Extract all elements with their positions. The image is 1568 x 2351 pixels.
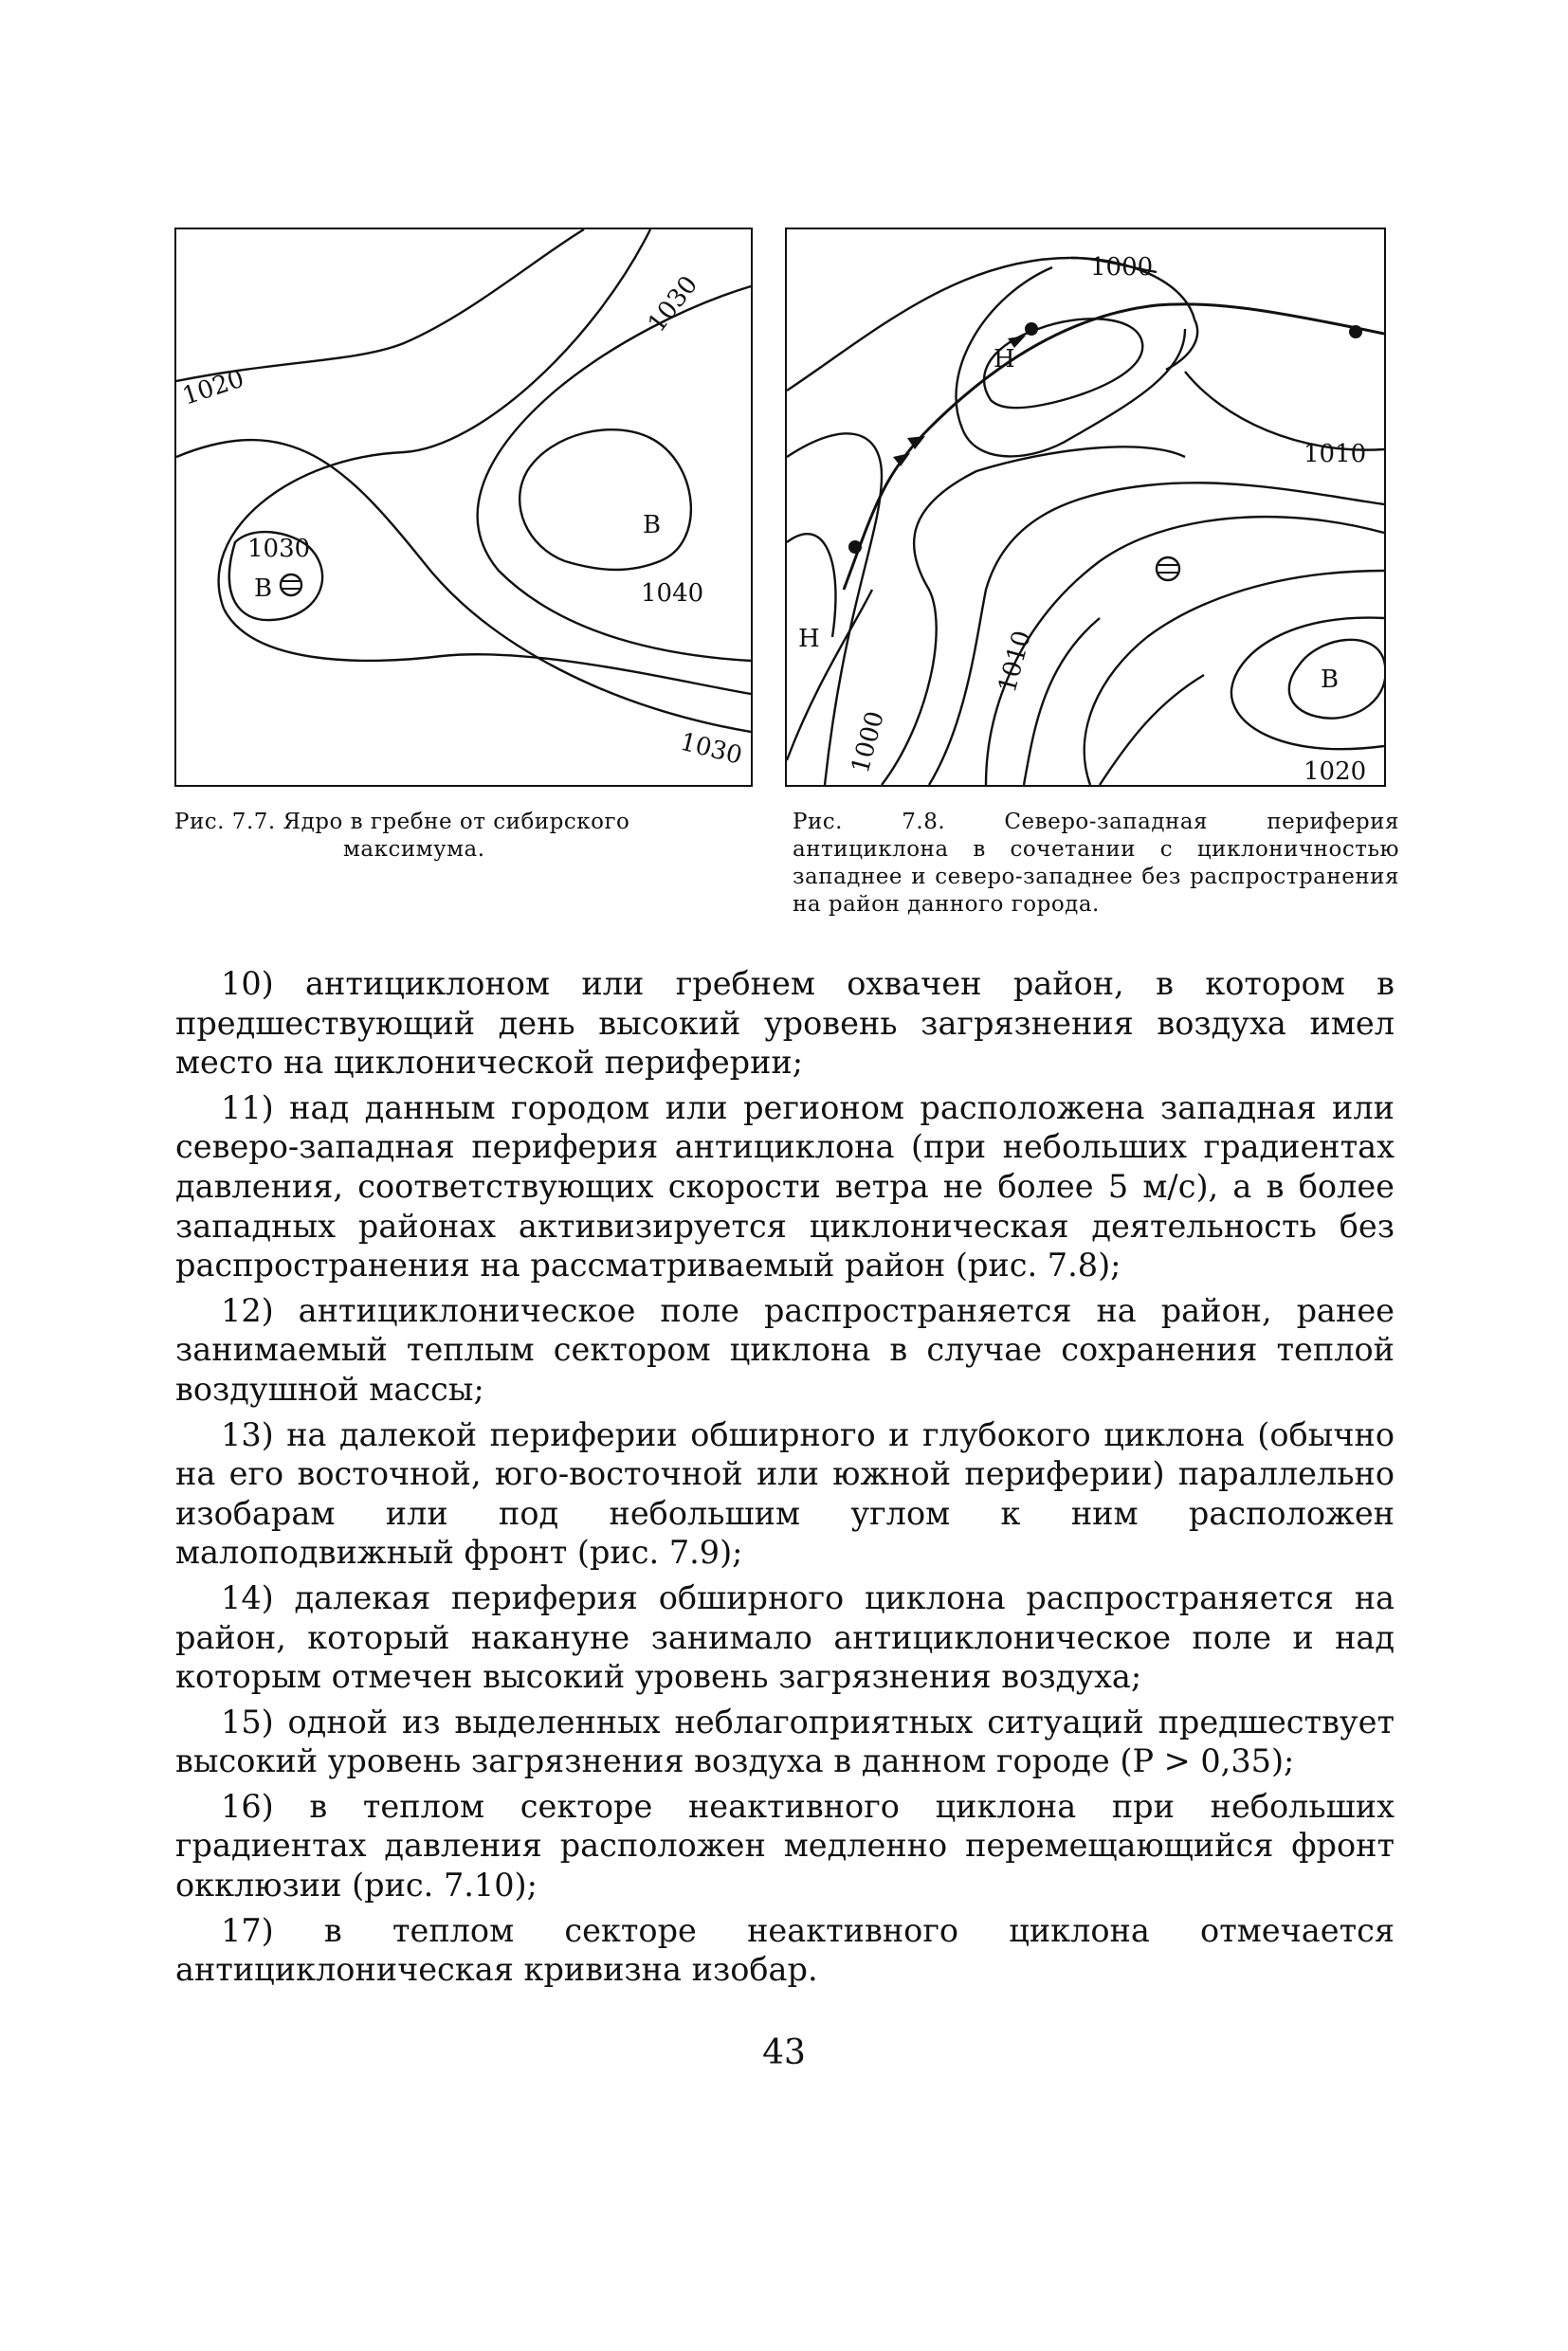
isobar-label: 1030	[642, 270, 704, 338]
high-pressure-label: В	[1321, 665, 1340, 694]
caption-line: максимума.	[343, 837, 485, 862]
isobar-label: 1010	[1304, 440, 1367, 468]
smog-icon	[281, 574, 301, 595]
figure-caption	[174, 809, 758, 864]
page-number: 43	[762, 2033, 806, 2072]
warm-front-semicircle	[1349, 325, 1362, 338]
isobar-label: 1000	[1090, 253, 1154, 282]
isobar-label: 1010	[993, 628, 1037, 696]
paragraph: 16) в теплом секторе неактивного циклона при небольших градиентах давления расположен медленно перемещающийся фронт окклюзии (рис. 7.10);	[175, 1787, 1395, 1904]
isobar-label: 1030	[247, 535, 311, 563]
paragraph: 14) далекая периферия обширного циклона распространяется на район, который накануне занимало антициклоническое поле и над которым отмечен высокий уровень загрязнения воздуха;	[175, 1578, 1395, 1696]
low-pressure-label: Н	[798, 625, 820, 653]
high-pressure-label: В	[254, 574, 273, 603]
paragraph: 12) антициклоническое поле распространяется на район, ранее занимаемый теплым сектором циклона в случае сохранения теплой воздушной массы;	[175, 1291, 1395, 1408]
isobar	[478, 286, 751, 661]
high-pressure-label: В	[643, 511, 662, 539]
isobar-label: 1030	[677, 727, 745, 771]
paragraph: 13) на далекой периферии обширного и глубокого циклона (обычно на его восточной, юго-восточной или южной периферии) параллельно изобарам или под небольшим углом к ним расположен малоподвижный фронт (рис. 7.9);	[175, 1415, 1395, 1572]
isobar-label: 1040	[641, 579, 704, 608]
isobar-label: 1000	[846, 708, 890, 776]
isobar	[1024, 618, 1100, 785]
isobar	[1100, 675, 1204, 785]
low-pressure-label: Н	[994, 345, 1015, 374]
figure-7-8-isobar-map	[785, 228, 1386, 787]
body-text	[175, 964, 1395, 1996]
figure-caption: Рис. 7.8. Северо-западная периферия антициклона в сочетании с циклоничностью западнее и северо-западнее без распространения на район данного города.	[793, 810, 1399, 917]
isobar	[520, 429, 691, 570]
isobar	[1231, 618, 1384, 750]
caption-line: Рис. 7.7. Ядро в гребне от сибирского	[174, 810, 630, 834]
isobar-label: 1020	[1304, 757, 1367, 785]
smog-icon	[1157, 557, 1179, 580]
paragraph: 11) над данным городом или регионом расположена западная или северо-западная периферия антициклона (при небольших градиентах давления, соответствующих скорости ветра не более 5 м/с), а в более западных районах активизируется циклоническая деятельность без распространения на рассматриваемый район (рис. 7.8);	[175, 1088, 1395, 1285]
isobar	[1185, 372, 1384, 450]
isobar	[176, 229, 584, 381]
isobar	[787, 534, 835, 637]
paragraph: 17) в теплом секторе неактивного циклона отмечается антициклоническая кривизна изобар.	[175, 1911, 1395, 1989]
isobar	[986, 517, 1384, 785]
figure-7-7-isobar-map	[174, 228, 753, 787]
paragraph: 10) антициклоном или гребнем охвачен район, в котором в предшествующий день высокий уровень загрязнения воздуха имел место на циклонической периферии;	[175, 965, 1395, 1082]
paragraph: 15) одной из выделенных неблагоприятных ситуаций предшествует высокий уровень загрязнения воздуха в данном городе (P > 0,35);	[175, 1703, 1395, 1780]
warm-front-semicircle	[848, 540, 862, 554]
isobar-label: 1020	[178, 364, 248, 411]
isobar	[929, 483, 1384, 785]
warm-front-semicircle	[1025, 322, 1038, 336]
